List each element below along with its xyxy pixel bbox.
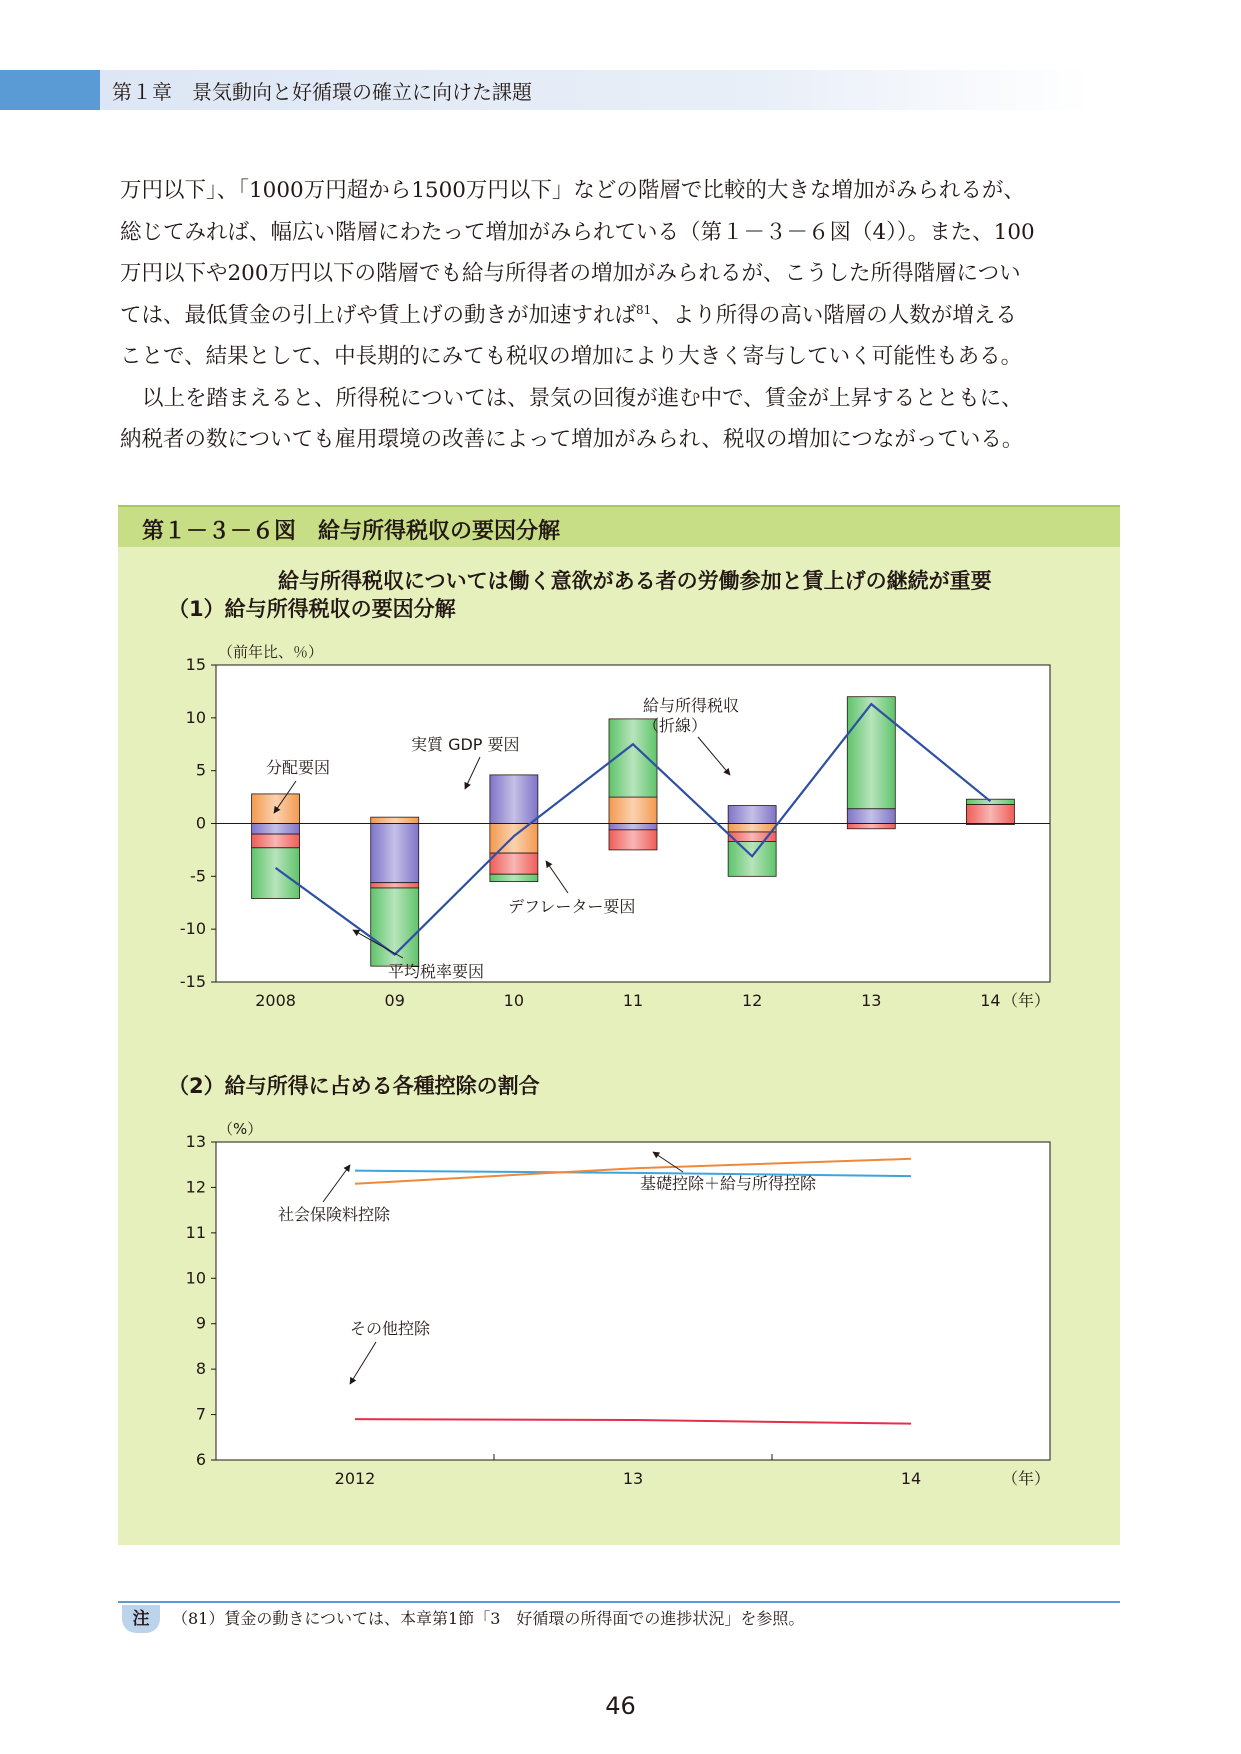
x-tick-label: 09 [384, 991, 405, 1010]
y-tick-label: 9 [195, 1313, 206, 1333]
body-line [120, 295, 1120, 337]
body-line: 納税者の数についても雇用環境の改善によって増加がみられ、税収の増加につながっている。 [120, 427, 1024, 452]
label-distribution: 分配要因 [266, 758, 331, 777]
bar-segment [728, 806, 776, 824]
label-other-deduction: その他控除 [350, 1319, 431, 1338]
body-line: 以上を踏まえると、所得税については、景気の回復が進む中で、賃金が上昇するとともに、 [142, 385, 1023, 411]
x-axis-unit: （年） [1001, 991, 1050, 1010]
chart1-title: （1）給与所得税収の要因分解 [168, 597, 456, 621]
bar-segment [847, 824, 895, 829]
y-tick-label: -15 [179, 972, 206, 991]
x-tick-label: 2008 [255, 991, 296, 1010]
figure-title: 第１－３－６図 給与所得税収の要因分解 [142, 519, 561, 544]
bar-segment [252, 794, 300, 824]
label-gdp: 実質 GDP 要因 [411, 735, 520, 754]
bar-segment [371, 883, 419, 888]
x-tick-label: 14 [980, 991, 1001, 1010]
bar-segment [490, 824, 538, 854]
figure-box [118, 505, 1120, 1545]
x-tick-label: 12 [741, 991, 763, 1010]
body-line: 総じてみれば、幅広い階層にわたって増加がみられている（第１－３－６図（4））。また、100 [120, 219, 1035, 245]
bar-segment [252, 834, 300, 848]
chapter-title: 第１章 景気動向と好循環の確立に向けた課題 [112, 80, 532, 104]
page-number: 46 [605, 1692, 636, 1720]
bar-segment [609, 824, 657, 830]
x-tick-label: 14 [900, 1469, 922, 1488]
bar-segment [252, 824, 300, 835]
x-tick-label: 2012 [334, 1469, 376, 1488]
y-axis-label: （%） [218, 1120, 263, 1138]
chart2-title: （2）給与所得に占める各種控除の割合 [168, 1074, 540, 1098]
y-axis-label: （前年比、％） [218, 643, 324, 661]
body-line: 万円以下や200万円以下の階層でも給与所得者の増加がみられるが、こうした所得階層につい [120, 261, 1021, 286]
bar-segment [609, 830, 657, 850]
bar-segment [490, 853, 538, 874]
y-tick-label: 8 [195, 1359, 206, 1379]
bar-segment [371, 824, 419, 883]
bar-segment [847, 697, 895, 809]
note-text: （81）賃金の動きについては、本章第1節「3 好循環の所得面での進捗状況」を参照。 [172, 1609, 805, 1628]
figure-subtitle: 給与所得税収については働く意欲がある者の労働参加と賃上げの継続が重要 [278, 569, 992, 593]
bar-segment [252, 848, 300, 899]
label-deflator: デフレーター要因 [508, 897, 636, 916]
y-tick-label: 10 [185, 1268, 206, 1288]
label-tax-revenue: 給与所得税収 [643, 696, 740, 715]
y-tick-label: 12 [185, 1177, 206, 1197]
y-tick-label: 13 [185, 1132, 206, 1151]
label-basic-deduction: 基礎控除＋給与所得控除 [640, 1174, 817, 1193]
bar-segment [371, 817, 419, 823]
x-tick-label: 10 [503, 991, 525, 1010]
note-divider [118, 1601, 1120, 1603]
body-line: 万円以下」、「1000万円超から1500万円以下」などの階層で比較的大きな増加がみられるが、 [120, 178, 1025, 203]
y-tick-label: -5 [190, 866, 206, 886]
y-tick-label: 5 [195, 760, 206, 780]
y-tick-label: 15 [185, 655, 206, 674]
y-tick-label: 11 [185, 1222, 206, 1242]
bar-segment [490, 874, 538, 881]
chapter-header-tab [0, 70, 100, 110]
note-badge: 注 [122, 1605, 160, 1633]
x-tick-label: 13 [861, 991, 882, 1010]
bar-segment [490, 775, 538, 824]
body-line: ことで、結果として、中長期的にみても税収の増加により大きく寄与していく可能性もある。 [120, 344, 1023, 369]
label-social-insurance: 社会保険料控除 [278, 1205, 391, 1224]
y-tick-label: 6 [195, 1450, 206, 1469]
bar-segment [847, 809, 895, 824]
x-tick-label: 13 [622, 1469, 644, 1488]
bar-segment [728, 841, 776, 876]
bar-segment [966, 804, 1014, 823]
y-tick-label: 10 [185, 707, 206, 727]
y-tick-label: 7 [195, 1404, 206, 1424]
y-tick-label: -10 [179, 919, 206, 939]
bar-segment [609, 797, 657, 823]
chart2-deduction-ratio [118, 1102, 1120, 1542]
body-line-part: 、より所得の高い階層の人数が増える [651, 302, 1017, 328]
label-tax-rate: 平均税率要因 [388, 962, 485, 981]
body-text [120, 170, 1120, 461]
label-tax-revenue-note: （折線） [643, 716, 708, 735]
footnote-ref[interactable]: 81 [636, 302, 652, 317]
x-axis-unit: （年） [1001, 1469, 1050, 1488]
figure-header [118, 505, 1120, 547]
bar-segment [728, 824, 776, 832]
y-tick-label: 0 [195, 813, 206, 833]
plot-area [216, 1142, 1050, 1460]
x-tick-label: 11 [622, 991, 644, 1010]
body-line-part: ては、最低賃金の引上げや賃上げの動きが加速すれば [120, 302, 637, 328]
chart1-tax-decomposition [118, 625, 1120, 1055]
